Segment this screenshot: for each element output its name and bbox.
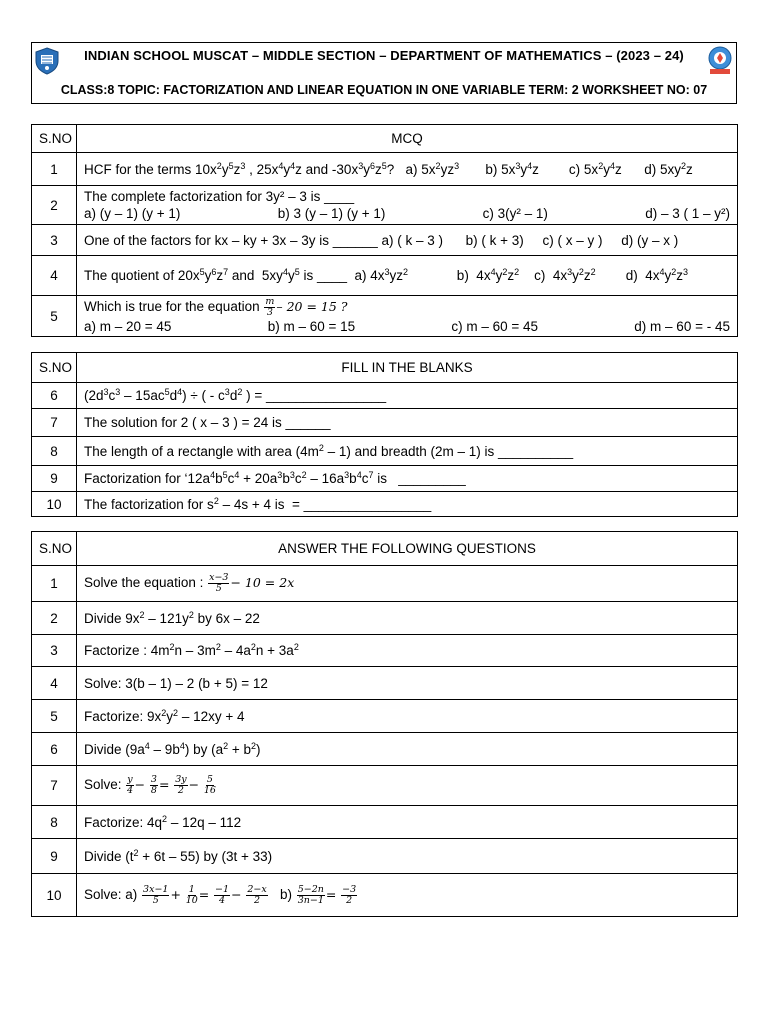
question-text: The factorization for $s^2 - 4s + 4$ is = _________________ xyxy=(77,492,738,517)
option-d: d) (y – x ) xyxy=(621,232,679,248)
question-text: The solution for 2 ( x – 3 ) = 24 is ______ xyxy=(77,409,738,437)
question-text: Factorize: $9x^2y^2 - 12xy + 4$ xyxy=(77,700,738,733)
fill-blanks-table xyxy=(31,352,738,517)
question-number: 2 xyxy=(32,602,77,635)
question-text: Solve the equation : $\frac{x-3}{5}$ − 10 = 2x xyxy=(77,566,738,602)
question-text: The quotient of $20x^5y^6z^7$ and $5xy^4y^5$ is ____ a) $4x^3yz^2$ b) $4x^4y^2z^2$ c) $4x^3y^2z^2$ d) $4x^4y^2z^3$ xyxy=(77,256,738,296)
question-number: 3 xyxy=(32,225,77,256)
mcq-title-header: MCQ xyxy=(77,125,738,153)
question-stem: The complete factorization for 3y² – 3 is ____ xyxy=(84,189,355,204)
question-number: 4 xyxy=(32,667,77,700)
answer-row-5 xyxy=(32,700,738,733)
question-number: 1 xyxy=(32,153,77,186)
question-number: 9 xyxy=(32,466,77,492)
question-number: 10 xyxy=(32,874,77,917)
fill-sno-header: S.NO xyxy=(32,353,77,383)
fill-row-9 xyxy=(32,466,738,492)
class-topic-line: CLASS:8 TOPIC: FACTORIZATION AND LINEAR EQUATION IN ONE VARIABLE TERM: 2 WORKSHEET NO: 07 xyxy=(60,83,708,97)
option-d: d) m – 60 = - 45 xyxy=(634,319,730,334)
answer-row-3 xyxy=(32,635,738,667)
option-c: c) ( x – y ) xyxy=(542,232,603,248)
question-number: 7 xyxy=(32,409,77,437)
question-number: 6 xyxy=(32,383,77,409)
question-text: Divide $(t^2 + 6t - 55)$ by (3t + 33) xyxy=(77,839,738,874)
question-number: 6 xyxy=(32,733,77,766)
option-b: b) 3 (y – 1) (y + 1) xyxy=(277,206,386,221)
mcq-row-2 xyxy=(32,186,738,225)
answer-row-10 xyxy=(32,874,738,917)
question-number: 5 xyxy=(32,296,77,337)
mcq-table xyxy=(31,124,738,337)
fill-row-7 xyxy=(32,409,738,437)
answer-row-6 xyxy=(32,733,738,766)
question-text: Solve: $\frac{y}{4}$ − $\frac{3}{8}$ = $\frac{3y}{2}$ − $\frac{5}{16}$ xyxy=(77,766,738,806)
question-number: 7 xyxy=(32,766,77,806)
mcq-row-4 xyxy=(32,256,738,296)
question-text: Solve: a) $\frac{3x-1}{5}$ + $\frac{1}{10}$ = $\frac{-1}{4}$ − $\frac{2-x}{2}$ b) $\frac{5-2n}{3n-1}$ = $\frac{-3}{2}$ xyxy=(77,874,738,917)
option-c: c) m – 60 = 45 xyxy=(451,319,539,334)
option-a: a) m – 20 = 45 xyxy=(84,319,172,334)
option-a: a) (y – 1) (y + 1) xyxy=(84,206,181,221)
answer-row-8 xyxy=(32,806,738,839)
answer-row-1 xyxy=(32,566,738,602)
fill-title-header: FILL IN THE BLANKS xyxy=(77,353,738,383)
answer-title-header: ANSWER THE FOLLOWING QUESTIONS xyxy=(77,532,738,566)
question-number: 8 xyxy=(32,437,77,466)
question-text: Solve: 3(b – 1) – 2 (b + 5) = 12 xyxy=(77,667,738,700)
accreditation-logo-icon xyxy=(707,46,733,74)
answer-row-2 xyxy=(32,602,738,635)
question-text: HCF for the terms $10x^2y^5z^3$ , $25x^4y^4z$ and $-30x^3y^6z^5$? a) $5x^2yz^3$ b) $5x^3y^4z$ c) $5x^2y^4z$ d) $5xy^2z$ xyxy=(77,153,738,186)
question-text: Factorization for ‘$12a^4b^5c^4 + 20a^3b^3c^2 - 16a^3b^4c^7$ is _________ xyxy=(77,466,738,492)
option-d: d) – 3 ( 1 – y²) xyxy=(645,206,730,221)
question-number: 9 xyxy=(32,839,77,874)
mcq-row-1 xyxy=(32,153,738,186)
question-text: $(2d^3c^3 - 15ac^5d^4)$ ÷ ( - $c^3d^2$ ) = ________________ xyxy=(77,383,738,409)
fill-row-10 xyxy=(32,492,738,517)
mcq-row-3 xyxy=(32,225,738,256)
question-number: 8 xyxy=(32,806,77,839)
question-number: 3 xyxy=(32,635,77,667)
answer-row-7 xyxy=(32,766,738,806)
question-number: 10 xyxy=(32,492,77,517)
question-number: 5 xyxy=(32,700,77,733)
mcq-row-5 xyxy=(32,296,738,337)
question-text: Which is true for the equation $\frac{m}{3}$ – 20 = 15 ? a) m – 20 = 45 b) m – 60 = 15 c) m – 60 = 45 d) m – 60 = - 45 xyxy=(77,296,738,337)
question-text: Divide $(9a^4 - 9b^4)$ by $(a^2 + b^2)$ xyxy=(77,733,738,766)
question-text: One of the factors for kx – ky + 3x – 3y is ______ a) ( k – 3 ) b) ( k + 3) c) ( x – y ) d) (y – x ) xyxy=(77,225,738,256)
question-text: Divide $9x^2 - 121y^2$ by 6x – 22 xyxy=(77,602,738,635)
fraction: $\frac{x-3}{5}$ xyxy=(209,572,229,594)
question-text: The length of a rectangle with area $(4m^2 - 1)$ and breadth (2m – 1) is __________ xyxy=(77,437,738,466)
answer-sno-header: S.NO xyxy=(32,532,77,566)
fraction: $\frac{m}{3}$ xyxy=(265,296,275,318)
fill-row-8 xyxy=(32,437,738,466)
question-number: 4 xyxy=(32,256,77,296)
worksheet-header xyxy=(31,42,737,104)
accreditation-label-icon xyxy=(704,93,734,101)
answer-row-9 xyxy=(32,839,738,874)
question-text: Factorize: $4q^2 - 12q - 112$ xyxy=(77,806,738,839)
question-number: 2 xyxy=(32,186,77,225)
answer-questions-table xyxy=(31,531,738,917)
option-b: b) m – 60 = 15 xyxy=(267,319,356,334)
option-b: b) ( k + 3) xyxy=(465,232,524,248)
mcq-sno-header: S.NO xyxy=(32,125,77,153)
question-text xyxy=(77,186,738,225)
fill-row-6 xyxy=(32,383,738,409)
school-department-title: INDIAN SCHOOL MUSCAT – MIDDLE SECTION – DEPARTMENT OF MATHEMATICS – (2023 – 24) xyxy=(84,48,684,63)
question-text: Factorize : $4m^2n - 3m^2 - 4a^2n + 3a^2$ xyxy=(77,635,738,667)
answer-row-4 xyxy=(32,667,738,700)
option-c: c) 3(y² – 1) xyxy=(482,206,548,221)
question-number: 1 xyxy=(32,566,77,602)
